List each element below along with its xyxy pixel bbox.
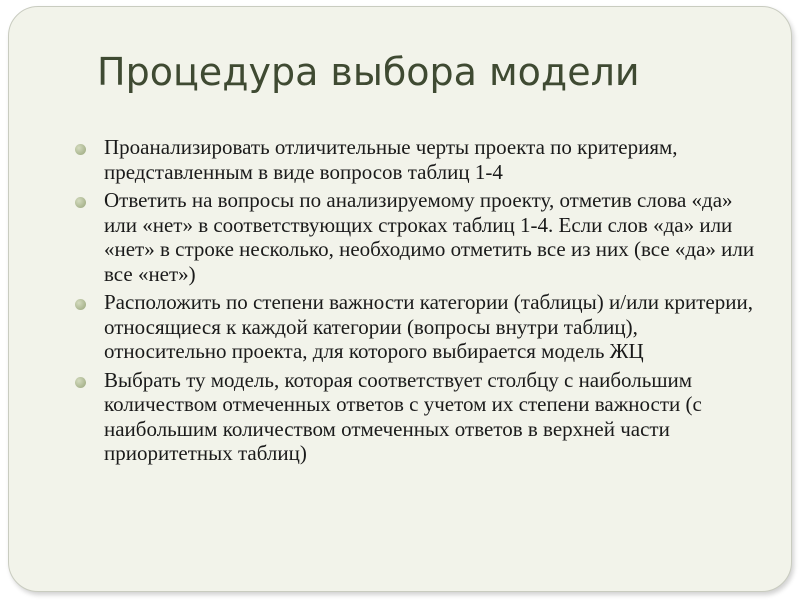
- bullet-dot-icon: [75, 299, 86, 310]
- bullet-dot-icon: [75, 144, 86, 155]
- bullet-item-4: [75, 368, 755, 466]
- slide-title: Процедура выбора модели: [97, 50, 640, 94]
- slide-panel: [8, 6, 792, 592]
- bullet-item-3: [75, 290, 755, 364]
- bullet-text: Ответить на вопросы по анализируемому проекту, отметив слова «да» или «нет» в соответствующих строках таблиц 1-4. Если слов «да» или «нет» в строке несколько, необходимо отметить все из них (все «да» или все «нет»): [104, 188, 755, 286]
- bullet-dot-icon: [75, 197, 86, 208]
- bullet-item-1: [75, 135, 755, 184]
- bullet-dot-icon: [75, 377, 86, 388]
- bullet-item-2: [75, 188, 755, 286]
- bullet-list: [75, 135, 755, 470]
- bullet-text: Проанализировать отличительные черты проекта по критериям, представленным в виде вопросов таблиц 1-4: [104, 135, 678, 184]
- bullet-text: Выбрать ту модель, которая соответствует столбцу с наибольшим количеством отмеченных ответов с учетом их степени важности (с наибольшим количеством отмеченных ответов в верхней части приоритетных таблиц): [104, 367, 702, 465]
- bullet-text: Расположить по степени важности категории (таблицы) и/или критерии, относящиеся к каждой категории (вопросы внутри таблиц), относительно проекта, для которого выбирается модель ЖЦ: [104, 290, 753, 363]
